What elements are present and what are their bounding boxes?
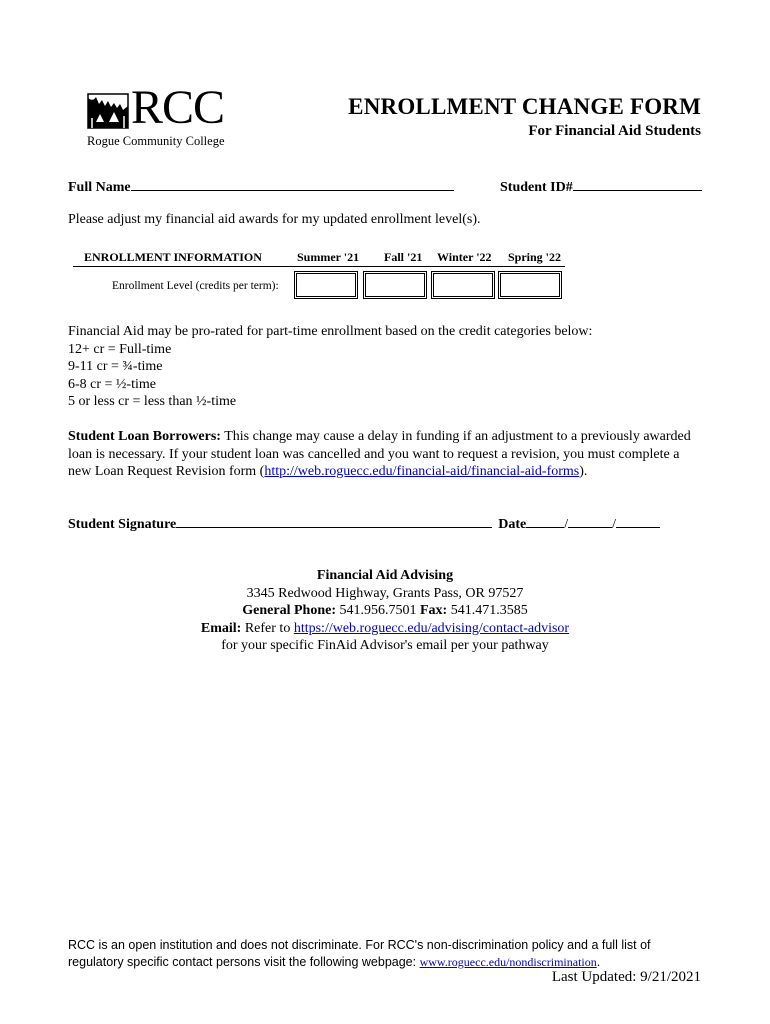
nondiscrimination-link[interactable]: www.roguecc.edu/nondiscrimination — [419, 955, 597, 969]
contact-heading: Financial Aid Advising — [316, 568, 454, 583]
fax-number: 541.471.3585 — [447, 603, 528, 618]
prorate-level-less-half: 5 or less cr = less than ½-time — [68, 394, 237, 409]
prorate-level-half: 6-8 cr = ½-time — [68, 376, 156, 392]
prorate-intro: Financial Aid may be pro-rated for part-time enrollment based on the credit categories below: — [68, 324, 593, 339]
last-updated: Last Updated: 9/21/2021 — [551, 969, 701, 985]
fall-credits-input[interactable] — [363, 271, 427, 299]
contact-email-post: for your specific FinAid Advisor's email per your pathway — [221, 638, 549, 653]
form-subtitle: For Financial Aid Students — [528, 123, 701, 139]
contact-address: 3345 Redwood Highway, Grants Pass, OR 97527 — [246, 585, 524, 601]
full-name-label: Full Name — [68, 180, 131, 195]
footer-end: . — [596, 955, 601, 969]
footer-notice — [68, 937, 708, 971]
enrollment-heading: ENROLLMENT INFORMATION — [84, 250, 262, 264]
phone-label: General Phone: — [242, 603, 336, 618]
full-name-row — [68, 178, 454, 196]
date-label: Date — [498, 517, 527, 532]
student-id-label: Student ID# — [500, 180, 573, 195]
summer-credits-input[interactable] — [294, 271, 358, 299]
loan-paragraph — [68, 428, 698, 481]
logo-text: RCC — [131, 81, 225, 134]
spring-credits-input[interactable] — [498, 271, 562, 299]
enrollment-row-label: Enrollment Level (credits per term): — [112, 280, 279, 292]
loan-label: Student Loan Borrowers: — [68, 429, 221, 444]
prorate-section — [68, 323, 708, 411]
intro-text: Please adjust my financial aid awards for my updated enrollment level(s). — [68, 212, 481, 227]
date-separator-2: / — [612, 517, 617, 532]
signature-field[interactable] — [176, 515, 492, 528]
footer-text: RCC is an open institution and does not discriminate. For RCC's non-discrimination policy and a full list of regulatory specific contact persons visit the following webpage: — [68, 938, 651, 969]
date-day-field[interactable] — [568, 515, 612, 528]
date-month-field[interactable] — [526, 515, 564, 528]
email-label: Email: — [200, 620, 242, 636]
loan-text: This change may cause a delay in funding if an adjustment to a previously awarded loan is necessary. If your student loan was cancelled and you want to request a revision, you must complete a new Loan Request Revision form ( — [68, 429, 691, 479]
term-spring: Spring '22 — [508, 250, 562, 264]
term-summer: Summer '21 — [297, 250, 360, 264]
fax-label: Fax: — [420, 603, 448, 618]
loan-revision-link[interactable]: http://web.roguecc.edu/financial-aid/financial-aid-forms — [264, 464, 580, 479]
term-winter: Winter '22 — [437, 250, 492, 264]
prorate-level-full: 12+ cr = Full-time — [68, 341, 172, 357]
rcc-logo — [87, 81, 237, 152]
signature-row — [68, 515, 660, 533]
full-name-field[interactable] — [131, 178, 454, 191]
contact-email-line — [0, 620, 770, 638]
phone-number: 541.956.7501 — [336, 603, 420, 618]
form-title: ENROLLMENT CHANGE FORM — [348, 94, 701, 119]
loan-text-end: ). — [579, 464, 588, 479]
student-id-row — [500, 178, 702, 196]
enrollment-divider — [73, 266, 565, 267]
signature-label: Student Signature — [68, 517, 177, 532]
date-separator-1: / — [564, 517, 569, 532]
winter-credits-input[interactable] — [431, 271, 495, 299]
contact-advisor-link[interactable]: https://web.roguecc.edu/advising/contact-advisor — [293, 620, 570, 636]
term-fall: Fall '21 — [384, 250, 423, 264]
contact-block — [0, 567, 770, 655]
rcc-mountain-tree-icon — [87, 92, 131, 130]
contact-phone-line — [0, 602, 770, 620]
logo-subtitle: Rogue Community College — [87, 134, 225, 148]
date-year-field[interactable] — [616, 515, 660, 528]
student-id-field[interactable] — [573, 178, 702, 191]
email-pre: Refer to — [241, 620, 294, 636]
prorate-level-three-quarter: 9-11 cr = ¾-time — [68, 359, 163, 374]
